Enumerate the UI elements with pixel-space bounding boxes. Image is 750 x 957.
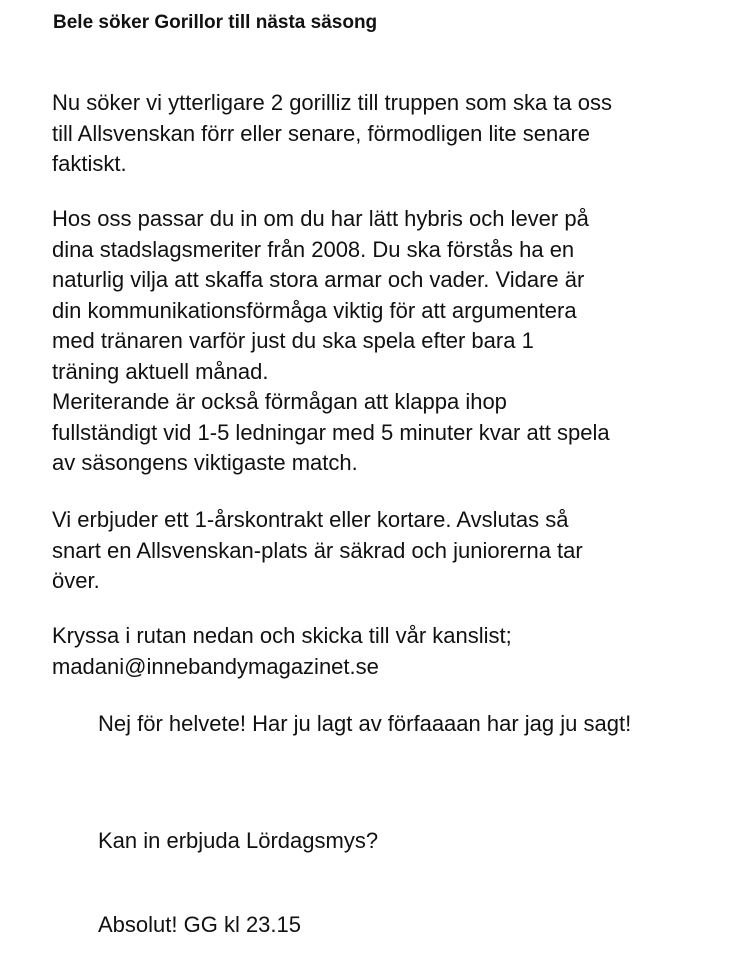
text-line: till Allsvenskan förr eller senare, förmodligen lite senare (52, 120, 591, 146)
text-line: Kryssa i rutan nedan och skicka till vår kanslist; (52, 623, 512, 648)
option-lordagsmys: Kan in erbjuda Lördagsmys? (98, 828, 379, 853)
option-absolut: Absolut! GG kl 23.15 (98, 912, 301, 937)
text-line: av säsongens viktigaste match. (52, 450, 358, 475)
contact-email: madani@innebandymagazinet.se (52, 653, 379, 679)
text-line: dina stadslagsmeriter från 2008. Du ska förstås ha en (52, 236, 575, 262)
paragraph-merits (52, 387, 717, 479)
text-line: Nu söker vi ytterligare 2 gorilliz till truppen som ska ta oss (52, 90, 612, 115)
text-line: med tränaren varför just du ska spela efter bara 1 (52, 328, 534, 353)
text-line: Hos oss passar du in om du har lätt hybris och lever på (52, 206, 589, 231)
document-title: Bele söker Gorillor till nästa säsong (53, 12, 378, 33)
option-text: Nej för helvete! Har ju lagt av förfaaaan har jag ju (98, 711, 578, 736)
text-line: träning aktuell månad. (52, 358, 269, 384)
text-line: naturlig vilja att skaffa stora armar och vader. Vidare är (52, 267, 585, 292)
text-line: fullständigt vid 1-5 ledningar med 5 minuter kvar att spela (52, 419, 610, 445)
paragraph-contact (52, 621, 717, 682)
option-text: sagt! (583, 711, 632, 736)
paragraph-requirements (52, 204, 717, 387)
text-line: Meriterande är också förmågan att klappa ihop (52, 389, 507, 414)
text-line: snart en Allsvenskan-plats är säkrad och juniorerna tar (52, 537, 583, 563)
text-line: faktiskt. (52, 151, 127, 176)
paragraph-offer (52, 505, 717, 597)
paragraph-intro (52, 88, 717, 180)
option-no (52, 709, 692, 740)
text-line: din kommunikationsförmåga viktig för att argumentera (52, 297, 577, 323)
text-line: Vi erbjuder ett 1-årskontrakt eller kortare. Avslutas så (52, 507, 569, 532)
text-line: över. (52, 568, 100, 593)
